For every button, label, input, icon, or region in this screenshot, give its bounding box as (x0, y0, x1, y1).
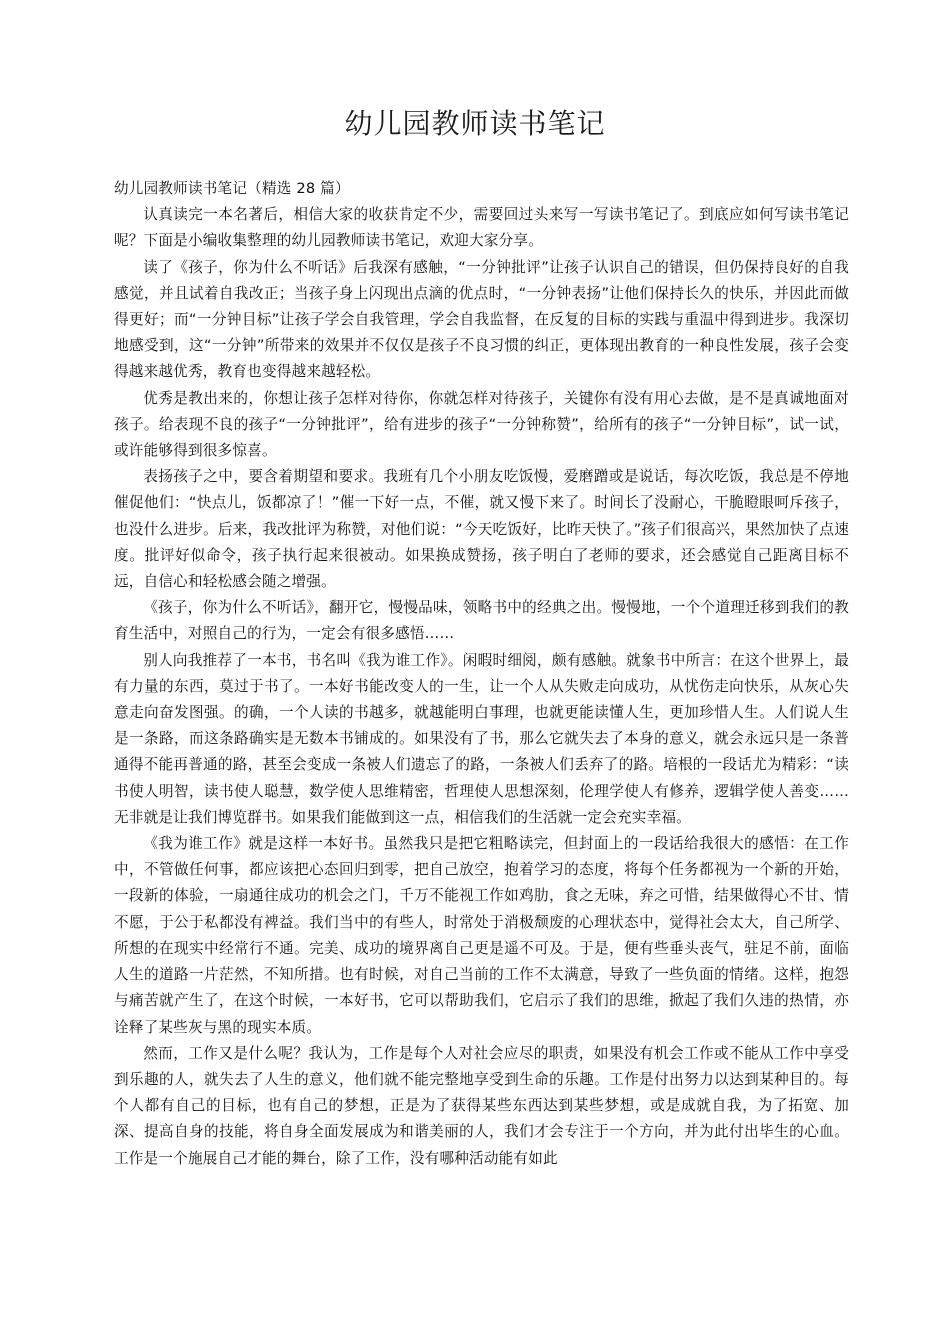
document-subtitle: 幼儿园教师读书笔记（精选 28 篇） (114, 180, 350, 197)
paragraph-intro: 认真读完一本名著后，相信大家的收获肯定不少，需要回过头来写一写读书笔记了。到底应如何写读书笔记呢？下面是小编收集整理的幼儿园教师读书笔记，欢迎大家分享。 (114, 206, 849, 250)
document-body (114, 176, 849, 1172)
paragraph-one-minute-methods: 读了《孩子，你为什么不听话》后我深有感触，“一分钟批评”让孩子认识自己的错误，但仍保持良好的自我感觉，并且试着自我改正；当孩子身上闪现出点滴的优点时，“一分钟表扬”让他们保持长久的快乐，并因此而做得更好；而“一分钟目标”让孩子学会自我管理，学会自我监督，在反复的目标的实践与重温中得到进步。我深切地感受到，这“一分钟”所带来的效果并不仅仅是孩子不良习惯的纠正，更体现出教育的一种良性发展，孩子会变得越来越优秀，教育也变得越来越轻松。 (114, 258, 849, 381)
paragraph-book-reflection: 《孩子，你为什么不听话》，翻开它，慢慢品味，领略书中的经典之出。慢慢地，一个个道理迁移到我们的教育生活中，对照自己的行为，一定会有很多感悟…… (114, 599, 849, 643)
paragraph-praise-expectations: 表扬孩子之中，要含着期望和要求。我班有几个小朋友吃饭慢，爱磨蹭或是说话，每次吃饭，我总是不停地催促他们：“快点儿，饭都凉了！”催一下好一点，不催，就又慢下来了。时间长了没耐心，干脆瞪眼呵斥孩子，也没什么进步。后来，我改批评为称赞，对他们说：“今天吃饭好，比昨天快了。”孩子们很高兴，果然加快了点速度。批评好似命令，孩子执行起来很被动。如果换成赞扬，孩子明白了老师的要求，还会感觉自己距离目标不远，自信心和轻松感会随之增强。 (114, 468, 849, 591)
paragraph-excellence-taught: 优秀是教出来的，你想让孩子怎样对待你，你就怎样对待孩子，关键你有没有用心去做，是不是真诚地面对孩子。给表现不良的孩子“一分钟批评”，给有进步的孩子“一分钟称赞”，给所有的孩子“一分钟目标”，试一试，或许能够得到很多惊喜。 (114, 389, 849, 460)
paragraph-who-do-i-work-for: 别人向我推荐了一本书，书名叫《我为谁工作》。闲暇时细阅，颇有感触。就象书中所言：在这个世界上，最有力量的东西，莫过于书了。一本好书能改变人的一生，让一个人从失败走向成功，从忧伤走向快乐，从灰心失意走向奋发图强。的确，一个人读的书越多，就越能明白事理，也就更能读懂人生，更加珍惜人生。人们说人生是一条路，而这条路确实是无数本书铺成的。如果没有了书，那么它就失去了本身的意义，就会永远只是一条普通得不能再普通的路，甚至会变成一条被人们遗忘了的路，一条被人们丢弃了的路。培根的一段话尤为精彩：“读书使人明智，读书使人聪慧，数学使人思维精密，哲理使人思想深刻，伦理学使人有修养，逻辑学使人善变……无非就是让我们博览群书。如果我们能做到这一点，相信我们的生活就一定会充实幸福。 (114, 651, 849, 826)
paragraph-what-is-work: 然而，工作又是什么呢？我认为，工作是每个人对社会应尽的职责，如果没有机会工作或不能从工作中享受到乐趣的人，就失去了人生的意义，他们就不能完整地享受到生命的乐趣。工作是付出努力以达到某种目的。每个人都有自己的目标，也有自己的梦想，正是为了获得某些东西达到某些梦想，或是成就自我，为了拓宽、加深、提高自身的技能，将自身全面发展成为和谐美丽的人，我们才会专注于一个方向，并为此付出毕生的心血。工作是一个施展自己才能的舞台，除了工作，没有哪种活动能有如此 (114, 1044, 849, 1167)
document-title: 幼儿园教师读书笔记 (344, 107, 606, 140)
paragraph-good-book: 《我为谁工作》就是这样一本好书。虽然我只是把它粗略读完，但封面上的一段话给我很大的感悟：在工作中，不管做任何事，都应该把心态回归到零，把自己放空，抱着学习的态度，将每个任务都视为一个新的开始，一段新的体验，一扇通往成功的机会之门，千万不能视工作如鸡肋，食之无味，弃之可惜，结果做得心不甘、情不愿，于公于私都没有裨益。我们当中的有些人，时常处于消极颓废的心理状态中，觉得社会太大，自己所学、所想的在现实中经常行不通。完美、成功的境界离自己更是遥不可及。于是，便有些垂头丧气，驻足不前，面临人生的道路一片茫然，不知所措。也有时候，对自己当前的工作不太满意，导致了一些负面的情绪。这样，抱怨与痛苦就产生了，在这个时候，一本好书，它可以帮助我们，它启示了我们的思维，掀起了我们久违的热情，亦诠释了某些灰与黑的现实本质。 (114, 835, 849, 1036)
